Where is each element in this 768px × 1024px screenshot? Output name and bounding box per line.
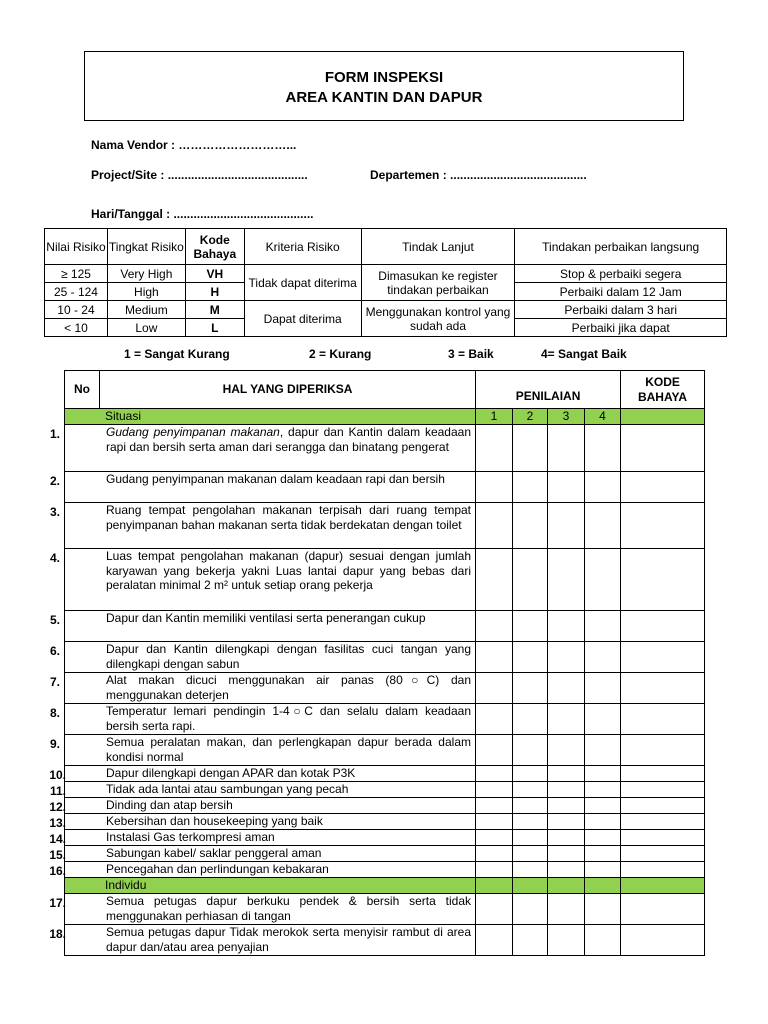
risk-nilai: 25 - 124 bbox=[45, 283, 108, 301]
table-row bbox=[65, 611, 705, 642]
item-text: Semua petugas dapur Tidak merokok serta menyisir rambut di area dapur dan/atau area penyajian bbox=[65, 925, 476, 956]
item-text: Semua petugas dapur berkuku pendek & bersih serta tidak menggunakan perhiasan di tangan bbox=[65, 894, 476, 925]
score-cell[interactable] bbox=[548, 735, 585, 766]
table-row bbox=[65, 894, 705, 925]
table-row bbox=[65, 472, 705, 503]
item-text: Dapur dan Kantin memiliki ventilasi serta penerangan cukup bbox=[65, 611, 476, 642]
risk-kode: H bbox=[185, 283, 244, 301]
kode-cell[interactable] bbox=[621, 704, 705, 735]
score-cell[interactable] bbox=[585, 830, 621, 846]
score-cell[interactable] bbox=[476, 642, 513, 673]
item-text: Semua peralatan makan, dan perlengkapan dapur berada dalam kondisi normal bbox=[65, 735, 476, 766]
table-row bbox=[65, 846, 705, 862]
item-text: Tidak ada lantai atau sambungan yang pecah bbox=[65, 782, 476, 798]
score-cell[interactable] bbox=[585, 673, 621, 704]
risk-header-tindak: Tindak Lanjut bbox=[361, 229, 515, 265]
table-row bbox=[65, 798, 705, 814]
score-cell[interactable] bbox=[548, 894, 585, 925]
score-cell[interactable] bbox=[476, 611, 513, 642]
score-cell[interactable] bbox=[513, 846, 548, 862]
score-cell[interactable] bbox=[513, 704, 548, 735]
item-number: 11. bbox=[49, 784, 66, 798]
item-number: 9. bbox=[49, 737, 60, 751]
score-cell[interactable] bbox=[513, 673, 548, 704]
score-cell[interactable] bbox=[585, 611, 621, 642]
score-cell[interactable] bbox=[548, 846, 585, 862]
risk-tingkat: Medium bbox=[107, 301, 185, 319]
score-cell[interactable] bbox=[513, 862, 548, 878]
table-row bbox=[65, 735, 705, 766]
item-number: 15. bbox=[49, 848, 66, 862]
section-empty bbox=[548, 878, 585, 894]
item-text: Dapur dilengkapi dengan APAR dan kotak P3K bbox=[65, 766, 476, 782]
score-cell[interactable] bbox=[513, 814, 548, 830]
kode-cell[interactable] bbox=[621, 814, 705, 830]
kode-cell[interactable] bbox=[621, 846, 705, 862]
score-cell[interactable] bbox=[548, 503, 585, 549]
table-row bbox=[65, 830, 705, 846]
score-col-2: 2 bbox=[513, 409, 548, 425]
risk-kriteria-2: Dapat diterima bbox=[244, 301, 361, 337]
kode-cell[interactable] bbox=[621, 503, 705, 549]
table-row bbox=[65, 503, 705, 549]
score-cell[interactable] bbox=[513, 642, 548, 673]
item-number: 18. bbox=[49, 927, 66, 941]
score-cell[interactable] bbox=[476, 894, 513, 925]
item-text: Ruang tempat pengolahan makanan terpisah dari ruang tempat penyimpanan bahan makanan serta tidak berdekatan dengan toilet bbox=[65, 503, 476, 549]
kode-cell[interactable] bbox=[621, 862, 705, 878]
kode-cell[interactable] bbox=[621, 925, 705, 956]
score-cell[interactable] bbox=[513, 472, 548, 503]
score-cell[interactable] bbox=[548, 830, 585, 846]
score-cell[interactable] bbox=[513, 830, 548, 846]
kode-cell[interactable] bbox=[621, 472, 705, 503]
risk-tingkat: High bbox=[107, 283, 185, 301]
departemen-field[interactable]: Departemen : ......................................... bbox=[370, 168, 587, 182]
score-cell[interactable] bbox=[548, 814, 585, 830]
score-cell[interactable] bbox=[476, 549, 513, 611]
section-empty bbox=[513, 878, 548, 894]
score-cell[interactable] bbox=[476, 503, 513, 549]
score-cell[interactable] bbox=[476, 862, 513, 878]
score-cell[interactable] bbox=[548, 704, 585, 735]
risk-tingkat: Low bbox=[107, 319, 185, 337]
item-text: Pencegahan dan perlindungan kebakaran bbox=[65, 862, 476, 878]
kode-cell[interactable] bbox=[621, 782, 705, 798]
score-cell[interactable] bbox=[548, 782, 585, 798]
score-cell[interactable] bbox=[476, 766, 513, 782]
item-text: Dapur dan Kantin dilengkapi dengan fasilitas cuci tangan yang dilengkapi dengan sabun bbox=[65, 642, 476, 673]
score-cell[interactable] bbox=[585, 549, 621, 611]
risk-matrix-table bbox=[44, 228, 727, 337]
section-situasi: Situasi bbox=[65, 409, 476, 425]
risk-tingkat: Very High bbox=[107, 265, 185, 283]
item-text: Kebersihan dan housekeeping yang baik bbox=[65, 814, 476, 830]
score-cell[interactable] bbox=[513, 766, 548, 782]
item-number: 10. bbox=[49, 768, 66, 782]
score-cell[interactable] bbox=[548, 642, 585, 673]
score-cell[interactable] bbox=[548, 673, 585, 704]
item-number: 12. bbox=[49, 800, 66, 814]
header-hal: HAL YANG DIPERIKSA bbox=[100, 371, 476, 409]
item-text: Sabungan kabel/ saklar penggeral aman bbox=[65, 846, 476, 862]
score-cell[interactable] bbox=[548, 472, 585, 503]
date-field[interactable]: Hari/Tanggal : .......................................... bbox=[91, 207, 314, 221]
score-cell[interactable] bbox=[585, 798, 621, 814]
kode-cell[interactable] bbox=[621, 735, 705, 766]
risk-header-nilai: Nilai Risiko bbox=[45, 229, 108, 265]
form-subtitle: AREA KANTIN DAN DAPUR bbox=[285, 89, 483, 106]
score-cell[interactable] bbox=[476, 782, 513, 798]
scale-1: 1 = Sangat Kurang bbox=[124, 347, 230, 361]
item-number: 2. bbox=[49, 474, 60, 488]
item-text: Temperatur lemari pendingin 1-4○C dan selalu dalam keadaan bersih serta rapi. bbox=[65, 704, 476, 735]
kode-cell[interactable] bbox=[621, 798, 705, 814]
section-empty bbox=[621, 878, 705, 894]
score-col-4: 4 bbox=[585, 409, 621, 425]
risk-kode: M bbox=[185, 301, 244, 319]
score-cell[interactable] bbox=[548, 425, 585, 472]
score-cell[interactable] bbox=[476, 830, 513, 846]
score-cell[interactable] bbox=[513, 925, 548, 956]
risk-kriteria-1: Tidak dapat diterima bbox=[244, 265, 361, 301]
score-cell[interactable] bbox=[585, 642, 621, 673]
section-empty bbox=[476, 878, 513, 894]
section-individu: Individu bbox=[65, 878, 476, 894]
risk-tindak-2: Menggunakan kontrol yang sudah ada bbox=[361, 301, 515, 337]
risk-perbaikan: Perbaiki jika dapat bbox=[515, 319, 727, 337]
kode-cell[interactable] bbox=[621, 642, 705, 673]
table-row bbox=[65, 549, 705, 611]
form-title-box bbox=[84, 51, 684, 121]
score-cell[interactable] bbox=[513, 503, 548, 549]
score-cell[interactable] bbox=[585, 766, 621, 782]
score-cell[interactable] bbox=[476, 425, 513, 472]
score-cell[interactable] bbox=[585, 704, 621, 735]
risk-nilai: < 10 bbox=[45, 319, 108, 337]
score-cell[interactable] bbox=[585, 782, 621, 798]
score-cell[interactable] bbox=[513, 425, 548, 472]
score-cell[interactable] bbox=[513, 735, 548, 766]
score-cell[interactable] bbox=[585, 425, 621, 472]
risk-perbaikan: Stop & perbaiki segera bbox=[515, 265, 727, 283]
score-col-3: 3 bbox=[548, 409, 585, 425]
table-row bbox=[65, 862, 705, 878]
kode-cell[interactable] bbox=[621, 549, 705, 611]
item-number: 4. bbox=[49, 551, 60, 565]
score-cell[interactable] bbox=[548, 862, 585, 878]
score-cell[interactable] bbox=[513, 782, 548, 798]
item-text: Gudang penyimpanan makanan dalam keadaan rapi dan bersih bbox=[65, 472, 476, 503]
form-title: FORM INSPEKSI bbox=[324, 69, 444, 86]
score-cell[interactable] bbox=[585, 503, 621, 549]
risk-kode: VH bbox=[185, 265, 244, 283]
score-cell[interactable] bbox=[548, 925, 585, 956]
item-text: Dinding dan atap bersih bbox=[65, 798, 476, 814]
item-text: Gudang penyimpanan makanan, dapur dan Kantin dalam keadaan rapi dan bersih serta aman dari serangga dan binatang pengerat bbox=[65, 425, 476, 472]
inspection-table bbox=[64, 370, 705, 956]
kode-cell[interactable] bbox=[621, 425, 705, 472]
header-no: No bbox=[65, 371, 100, 409]
kode-cell[interactable] bbox=[621, 611, 705, 642]
project-site-field[interactable]: Project/Site : .......................................... bbox=[91, 168, 308, 182]
item-text: Luas tempat pengolahan makanan (dapur) sesuai dengan jumlah karyawan yang bekerja yakni Luas lantai dapur yang bebas dari peralatan minimal 2 m² untuk setiap orang pekerja bbox=[65, 549, 476, 611]
score-cell[interactable] bbox=[476, 814, 513, 830]
scale-4: 4= Sangat Baik bbox=[541, 347, 627, 361]
risk-nilai: 10 - 24 bbox=[45, 301, 108, 319]
score-cell[interactable] bbox=[513, 894, 548, 925]
score-col-1: 1 bbox=[476, 409, 513, 425]
item-number: 7. bbox=[49, 675, 60, 689]
risk-perbaikan: Perbaiki dalam 3 hari bbox=[515, 301, 727, 319]
item-number: 16. bbox=[49, 864, 66, 878]
kode-cell[interactable] bbox=[621, 830, 705, 846]
score-cell[interactable] bbox=[548, 611, 585, 642]
table-row bbox=[65, 814, 705, 830]
table-row bbox=[65, 782, 705, 798]
kode-cell[interactable] bbox=[621, 673, 705, 704]
item-number: 6. bbox=[49, 644, 60, 658]
score-cell[interactable] bbox=[548, 549, 585, 611]
section-empty bbox=[621, 409, 705, 425]
vendor-field[interactable]: Nama Vendor : ………………………... bbox=[91, 138, 297, 152]
score-cell[interactable] bbox=[476, 673, 513, 704]
item-text: Alat makan dicuci menggunakan air panas (80○C) dan menggunakan deterjen bbox=[65, 673, 476, 704]
item-number: 13. bbox=[49, 816, 66, 830]
score-cell[interactable] bbox=[548, 766, 585, 782]
score-cell[interactable] bbox=[476, 704, 513, 735]
score-cell[interactable] bbox=[513, 798, 548, 814]
score-cell[interactable] bbox=[476, 925, 513, 956]
item-text: Instalasi Gas terkompresi aman bbox=[65, 830, 476, 846]
risk-perbaikan: Perbaiki dalam 12 Jam bbox=[515, 283, 727, 301]
score-cell[interactable] bbox=[585, 894, 621, 925]
risk-header-kode: Kode Bahaya bbox=[185, 229, 244, 265]
item-number: 14. bbox=[49, 832, 66, 846]
risk-header-tingkat: Tingkat Risiko bbox=[107, 229, 185, 265]
scale-2: 2 = Kurang bbox=[309, 347, 372, 361]
kode-cell[interactable] bbox=[621, 894, 705, 925]
score-cell[interactable] bbox=[548, 798, 585, 814]
risk-kode: L bbox=[185, 319, 244, 337]
header-kode-bahaya: KODE BAHAYA bbox=[621, 371, 705, 409]
item-number: 5. bbox=[49, 613, 60, 627]
risk-header-perbaikan: Tindakan perbaikan langsung bbox=[515, 229, 727, 265]
score-cell[interactable] bbox=[585, 472, 621, 503]
score-cell[interactable] bbox=[585, 925, 621, 956]
table-row bbox=[65, 704, 705, 735]
score-cell[interactable] bbox=[513, 611, 548, 642]
item-number: 17. bbox=[49, 896, 66, 910]
score-cell[interactable] bbox=[476, 472, 513, 503]
score-cell[interactable] bbox=[585, 814, 621, 830]
header-penilaian: PENILAIAN bbox=[476, 371, 621, 409]
item-number: 3. bbox=[49, 505, 60, 519]
risk-header-kriteria: Kriteria Risiko bbox=[244, 229, 361, 265]
score-cell[interactable] bbox=[476, 798, 513, 814]
risk-tindak-1: Dimasukan ke register tindakan perbaikan bbox=[361, 265, 515, 301]
score-cell[interactable] bbox=[513, 549, 548, 611]
scale-3: 3 = Baik bbox=[448, 347, 494, 361]
table-row bbox=[65, 425, 705, 472]
table-row bbox=[65, 673, 705, 704]
score-cell[interactable] bbox=[585, 862, 621, 878]
table-row bbox=[65, 766, 705, 782]
score-cell[interactable] bbox=[585, 846, 621, 862]
risk-nilai: ≥ 125 bbox=[45, 265, 108, 283]
section-empty bbox=[585, 878, 621, 894]
table-row bbox=[65, 925, 705, 956]
table-row bbox=[65, 642, 705, 673]
score-cell[interactable] bbox=[476, 846, 513, 862]
score-cell[interactable] bbox=[476, 735, 513, 766]
score-cell[interactable] bbox=[585, 735, 621, 766]
item-number: 1. bbox=[49, 427, 60, 441]
item-number: 8. bbox=[49, 706, 60, 720]
kode-cell[interactable] bbox=[621, 766, 705, 782]
